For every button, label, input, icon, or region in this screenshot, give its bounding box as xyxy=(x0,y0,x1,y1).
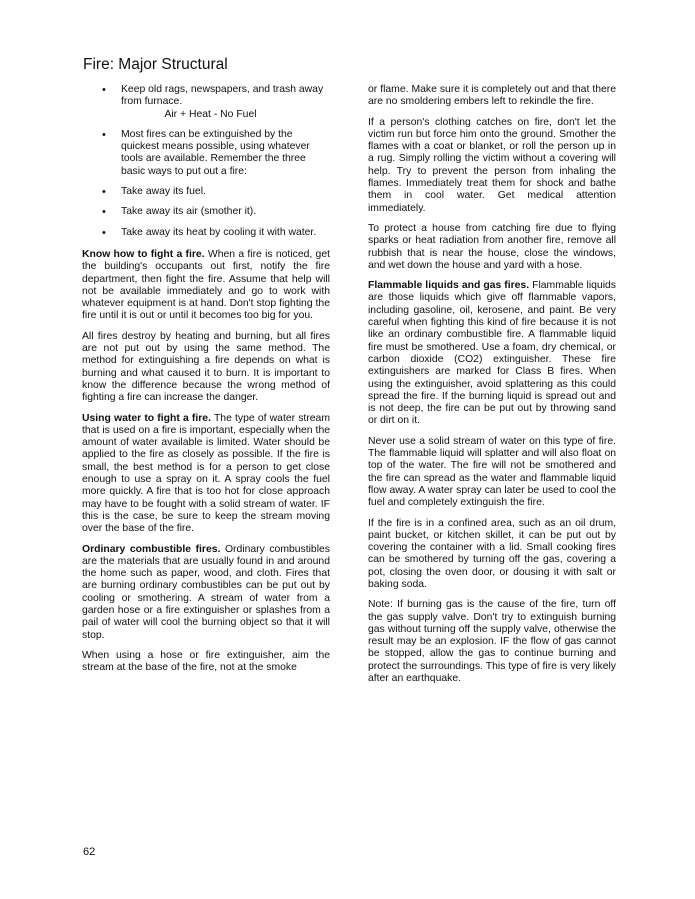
bullet-list xyxy=(82,84,330,239)
paragraph: All fires destroy by heating and burning, but all fires are not put out by using the same method. The method for extinguishing a fire depends on what is burning and what caused it to burn. It is important to know the difference because the wrong method of fighting a fire can increase the danger. xyxy=(82,330,330,404)
bullet-item xyxy=(82,84,330,121)
paragraph-body: Flammable liquids are those liquids which give off flammable vapors, including gasoline, oil, kerosene, and paint. Be very careful when fighting this kind of fire because it is not like an ordinary combustible fire. A flammable liquid fire must be smothered. Use a foam, dry chemical, or carbon dioxide (CO2) extinguisher. These fire extinguishers are marked for Class B fires. When using the extinguisher, avoid splattering as this could spread the fire. If the burning liquid is spread out and is not deep, the fire can be put out by throwing sand or dirt on it. xyxy=(368,280,616,427)
paragraph: Note: If burning gas is the cause of the fire, turn off the gas supply valve. Don't try to extinguish burning gas without turning off the supply valve, otherwise the result may be an explosion. IF the flow of gas cannot be stopped, allow the gas to continue burning and protect the surroundings. This type of fire is very likely after an earthquake. xyxy=(368,599,616,685)
bullet-item xyxy=(82,227,330,239)
bullet-item xyxy=(82,129,330,178)
paragraph xyxy=(82,544,330,642)
page-title: Fire: Major Structural xyxy=(83,56,228,73)
bullet-text: Take away its fuel. xyxy=(121,186,206,198)
paragraph xyxy=(82,249,330,323)
paragraph xyxy=(368,280,616,428)
paragraph xyxy=(82,413,330,536)
paragraph-heading: Know how to fight a fire. xyxy=(82,248,205,260)
page-number: 62 xyxy=(83,846,96,858)
right-column xyxy=(368,84,616,693)
paragraph: When using a hose or fire extinguisher, aim the stream at the base of the fire, not at the smoke xyxy=(82,649,330,674)
paragraph-body: The type of water stream that is used on a fire is important, especially when the amount of water available is limited. Water should be applied to the fire as closely as possible. If the fire is small, the best method is for a person to get close enough to use a spray on it. A spray cools the fuel more quickly. A fire that is too hot for close approach may have to be fought with a solid stream of water. IF this is the case, be sure to keep the stream moving over the base of the fire. xyxy=(82,412,330,535)
paragraph-heading: Using water to fight a fire. xyxy=(82,412,211,424)
paragraph: If the fire is in a confined area, such as an oil drum, paint bucket, or kitchen skillet, it can be put out by covering the container with a lid. Small cooking fires can be smothered by turning off the gas, covering a pot, closing the oven door, or dousing it with salt or baking soda. xyxy=(368,517,616,590)
bullet-text: Keep old rags, newspapers, and trash away from furnace. xyxy=(121,84,324,108)
paragraph: or flame. Make sure it is completely out and that there are no smoldering embers left to rekindle the fire. xyxy=(368,84,616,108)
bullet-item xyxy=(82,206,330,218)
paragraph: Never use a solid stream of water on this type of fire. The flammable liquid will splatter and will also float on top of the water. The fire will not be smothered and the fire can spread as the water and flammable liquid flow away. A water spray can later be used to cool the fuel and completely extinguish the fire. xyxy=(368,435,616,509)
paragraph-body: When a fire is noticed, get the building's occupants out first, notify the fire department, then fight the fire. Assume that help will not be available immediately and go to work with whatever equipment is at hand. Don't stop fighting the fire until it is out or until it becomes too big for you. xyxy=(82,248,330,322)
bullet-text: Take away its heat by cooling it with water. xyxy=(121,226,317,238)
bullet-text: Take away its air (smother it). xyxy=(121,206,257,218)
fire-formula: Air + Heat - No Fuel xyxy=(164,108,257,120)
bullet-text: Most fires can be extinguished by the quickest means possible, using whatever tools are available. Remember the three basic ways to put out a fire: xyxy=(121,128,310,177)
paragraph-body: Ordinary combustibles are the materials that are usually found in and around the home such as paper, wood, and cloth. Fires that are burning ordinary combustibles can be put out by cooling or smothering. A stream of water from a garden hose or a fire extinguisher or splashes from a pail of water will cool the burning object so that it will stop. xyxy=(82,543,330,641)
paragraph: If a person's clothing catches on fire, don't let the victim run but force him onto the ground. Smother the flames with a coat or blanket, or roll the person up in a rug. Simply rolling the victim without a covering will help. Try to prevent the person from inhaling the flames. Immediately treat them for shock and bathe them in cool water. Get medical attention immediately. xyxy=(368,116,616,214)
paragraph: To protect a house from catching fire due to flying sparks or heat radiation from another fire, remove all rubbish that is near the house, close the windows, and wet down the house and yard with a hose. xyxy=(368,222,616,271)
bullet-item xyxy=(82,186,330,198)
paragraph-heading: Flammable liquids and gas fires. xyxy=(368,280,530,292)
left-column xyxy=(82,84,330,682)
paragraph-heading: Ordinary combustible fires. xyxy=(82,543,221,555)
